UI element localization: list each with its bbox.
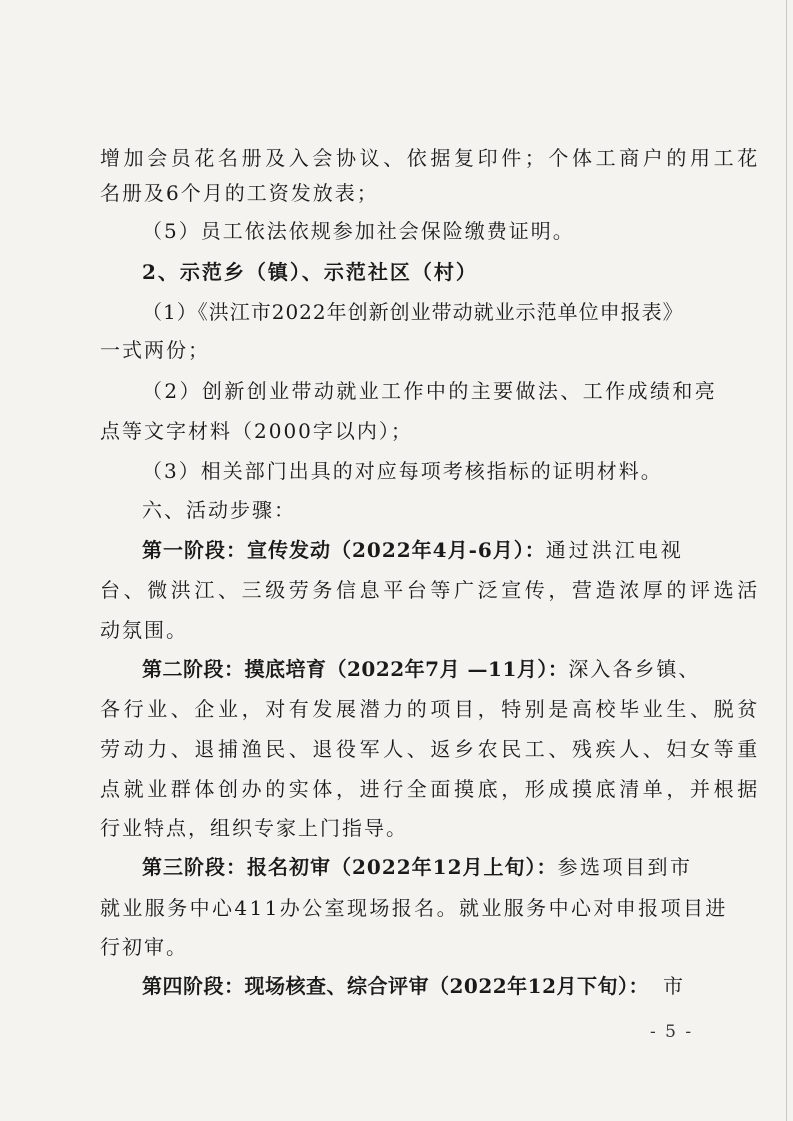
paragraph-line: 行初审。 — [100, 935, 188, 959]
section-heading: 2、示范乡（镇）、示范社区（村） — [142, 260, 478, 284]
paragraph-line: 就业服务中心411办公室现场报名。就业服务中心对申报项目进 — [100, 896, 728, 920]
paragraph-line: （1）《洪江市2022年创新创业带动就业示范单位申报表》 — [142, 300, 684, 324]
paragraph-line — [0, 535, 793, 565]
paragraph-line: （5）员工依法依规参加社会保险缴费证明。 — [142, 219, 575, 243]
stage-text: 通过洪江电视 — [545, 538, 684, 562]
paragraph-line: 一式两份； — [100, 338, 210, 362]
paragraph-line — [0, 852, 793, 882]
paragraph-line: 点就业群体创办的实体，进行全面摸底，形成摸底清单，并根据 — [100, 777, 761, 801]
paragraph-line: 动氛围。 — [100, 618, 188, 642]
paragraph-line: 点等文字材料（2000字以内）； — [100, 419, 413, 443]
scan-edge-line — [786, 0, 787, 1121]
stage-title: 第二阶段：摸底培育（2022年7月 —11月）： — [142, 657, 569, 681]
paragraph-line: 各行业、企业，对有发展潜力的项目，特别是高校毕业生、脱贫 — [100, 697, 761, 721]
paragraph-line: 增加会员花名册及入会协议、依据复印件；个体工商户的用工花 — [100, 146, 761, 170]
stage-text: 参选项目到市 — [557, 855, 693, 879]
page-number: - 5 - — [650, 1022, 694, 1042]
paragraph-line: 行业特点，组织专家上门指导。 — [100, 816, 408, 840]
stage-title: 第三阶段：报名初审（2022年12月上旬）： — [142, 855, 558, 879]
stage-title: 第四阶段：现场核查、综合评审（2022年12月下旬）： — [142, 974, 649, 998]
paragraph-line: 劳动力、退捕渔民、退役军人、返乡农民工、残疾人、妇女等重 — [100, 737, 761, 761]
paragraph-line: （2）创新创业带动就业工作中的主要做法、工作成绩和亮 — [142, 379, 718, 403]
paragraph-line — [0, 654, 793, 684]
stage-title: 第一阶段：宣传发动（2022年4月-6月）： — [142, 538, 546, 562]
stage-text: 深入各乡镇、 — [568, 657, 701, 681]
paragraph-line: 台、微洪江、三级劳务信息平台等广泛宣传，营造浓厚的评选活 — [100, 578, 761, 602]
paragraph-line — [0, 971, 793, 1001]
paragraph-line: 名册及6个月的工资发放表； — [100, 181, 379, 205]
stage-text: 市 — [663, 974, 683, 998]
section-heading: 六、活动步骤： — [142, 498, 296, 522]
paragraph-line: （3）相关部门出具的对应每项考核指标的证明材料。 — [142, 459, 663, 483]
